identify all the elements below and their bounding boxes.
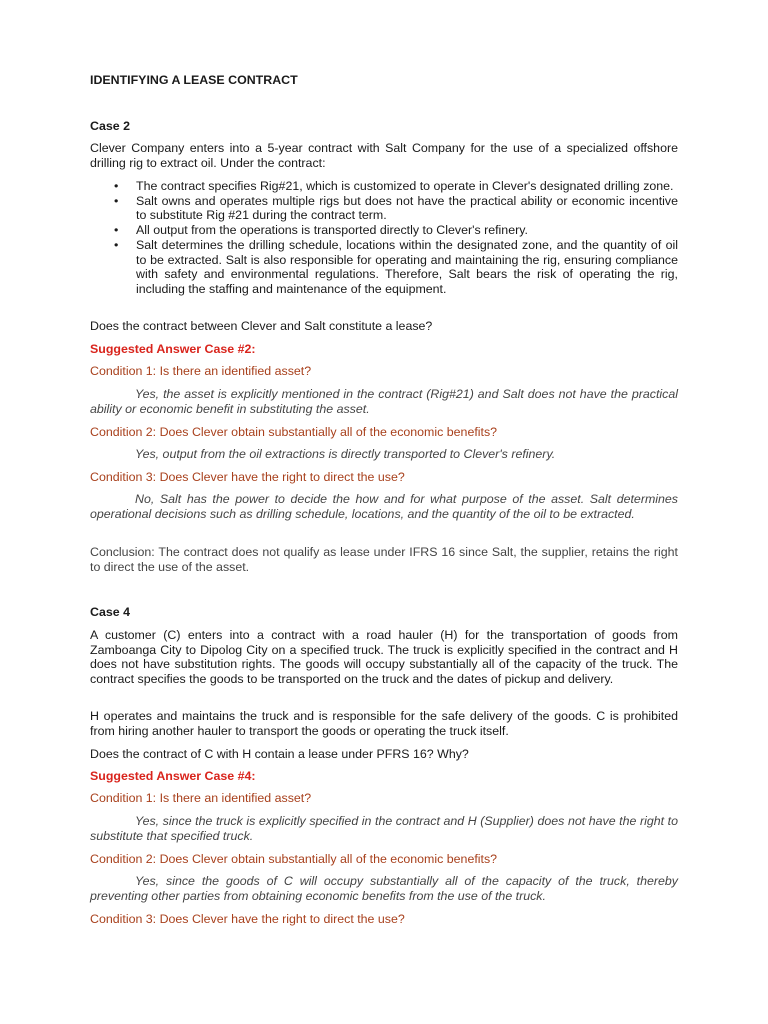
case4-paragraph-1: A customer (C) enters into a contract with a road hauler (H) for the transportation of goods from Zamboanga City to Dipolog City on a specified truck. The truck is explicitly specified in the contract and H does not have substitution rights. The goods will occupy substantially all of the capacity of the truck. The contract specifies the goods to be transported on the truck and the dates of pickup and delivery. — [90, 628, 678, 687]
list-item: • The contract specifies Rig#21, which is customized to operate in Clever's designated drilling zone. — [114, 179, 674, 193]
case2-heading: Case 2 — [90, 119, 130, 133]
list-item: • Salt determines the drilling schedule, locations within the designated zone, and the quantity of oil to be extracted. Salt is also responsible for operating and maintaining the rig, ensuring compliance with safety and environmental regulations. Therefore, Salt bears the risk of operating the rig, including the staffing and maintenance of the equipment. — [114, 237, 678, 296]
case2-suggested-answer-heading: Suggested Answer Case #2: — [90, 342, 256, 356]
case2-answer-2: Yes, output from the oil extractions is directly transported to Clever's refinery. — [135, 447, 556, 461]
case4-heading: Case 4 — [90, 605, 130, 619]
case4-condition-1: Condition 1: Is there an identified asset? — [90, 791, 312, 805]
case2-question: Does the contract between Clever and Salt constitute a lease? — [90, 319, 433, 333]
case2-condition-3: Condition 3: Does Clever have the right to direct the use? — [90, 470, 405, 484]
bullet-icon: • — [114, 223, 119, 238]
list-item: • Salt owns and operates multiple rigs but does not have the practical ability or economic incentive to substitute Rig #21 during the contract term. — [114, 193, 678, 223]
bullet-icon: • — [114, 237, 119, 252]
list-item: • All output from the operations is transported directly to Clever's refinery. — [114, 223, 528, 238]
case2-condition-1: Condition 1: Is there an identified asset? — [90, 364, 312, 378]
case4-answer-2: Yes, since the goods of C will occupy substantially all of the capacity of the truck, thereby preventing other parties from obtaining economic benefits from the use of the truck. — [90, 874, 678, 903]
case2-answer-3: No, Salt has the power to decide the how and for what purpose of the asset. Salt determines operational decisions such as drilling schedule, locations, and the quantity of the oil to be extracted. — [90, 492, 678, 521]
case2-answer-1: Yes, the asset is explicitly mentioned in the contract (Rig#21) and Salt does not have the practical ability or economic benefit in substituting the asset. — [90, 387, 678, 416]
case2-conclusion: Conclusion: The contract does not qualify as lease under IFRS 16 since Salt, the supplier, retains the right to direct the use of the asset. — [90, 545, 678, 574]
case4-condition-2: Condition 2: Does Clever obtain substantially all of the economic benefits? — [90, 852, 498, 866]
case4-answer-1: Yes, since the truck is explicitly specified in the contract and H (Supplier) does not have the right to substitute that specified truck. — [90, 814, 678, 843]
case4-paragraph-2: H operates and maintains the truck and is responsible for the safe delivery of the goods. C is prohibited from hiring another hauler to transport the goods or operating the truck itself. — [90, 709, 678, 738]
case4-question: Does the contract of C with H contain a lease under PFRS 16? Why? — [90, 747, 469, 761]
page-title: IDENTIFYING A LEASE CONTRACT — [90, 73, 298, 87]
case4-condition-3: Condition 3: Does Clever have the right to direct the use? — [90, 912, 405, 926]
case2-bullet-list — [90, 179, 678, 297]
bullet-icon: • — [114, 179, 119, 193]
bullet-icon: • — [114, 193, 119, 208]
case2-intro: Clever Company enters into a 5-year contract with Salt Company for the use of a specialized offshore drilling rig to extract oil. Under the contract: — [90, 141, 678, 170]
case4-suggested-answer-heading: Suggested Answer Case #4: — [90, 769, 256, 783]
case2-condition-2: Condition 2: Does Clever obtain substantially all of the economic benefits? — [90, 425, 498, 439]
